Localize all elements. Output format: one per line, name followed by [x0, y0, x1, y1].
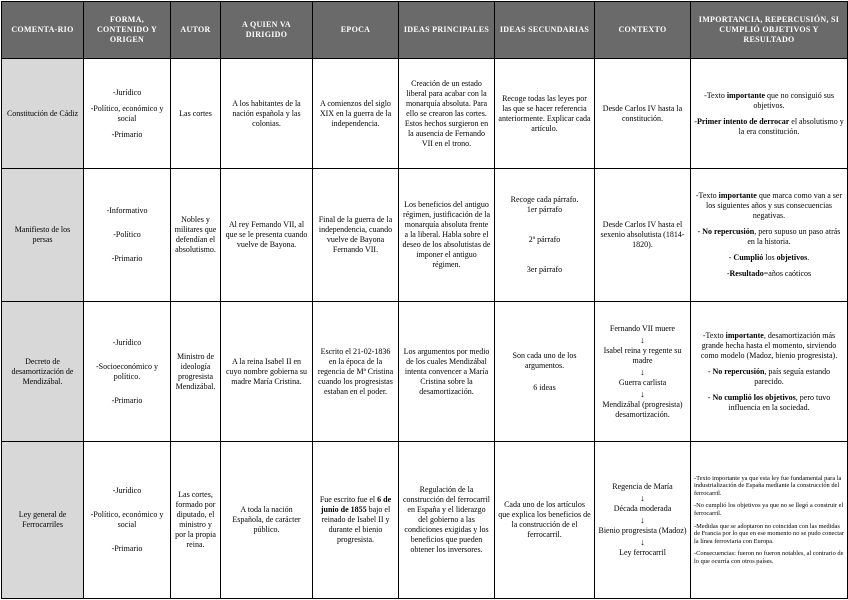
comment-table — [1, 1, 848, 599]
forma-item: -Político, económico y social — [90, 103, 164, 123]
importancia-cell — [691, 442, 848, 599]
ideas-secundarias-item: 6 ideas — [533, 382, 556, 392]
forma-cell — [84, 59, 171, 169]
ideas-secundarias-cell — [495, 302, 595, 442]
arrow-down-icon: ↓ — [640, 388, 645, 399]
importancia-item: -No cumplió los objetivos ya que no se llegó a construir el ferrocarril. — [694, 502, 844, 517]
contexto-flow — [598, 482, 687, 558]
importancia-item: -Texto importante ya que esta ley fue fundamental para la industrialización de España mediante la construcción del ferrocarril. — [694, 474, 842, 497]
forma-item: -Jurídico — [112, 486, 142, 495]
header-row — [2, 2, 848, 59]
importancia-item: - Cumplió los objetivos. — [728, 253, 810, 262]
header-contexto: CONTEXTO — [595, 2, 691, 59]
header-ideas-secundarias: IDEAS SECUNDARIAS — [495, 2, 595, 59]
importancia-cell — [691, 59, 848, 169]
contexto-cell: Desde Carlos IV hasta la constitución. — [595, 59, 691, 169]
row-title: Decreto de desamortización de Mendizábal. — [2, 302, 84, 442]
contexto-step: Regencia de María — [612, 482, 673, 491]
header-comentario: COMENTA-RIO — [2, 2, 84, 59]
forma-item: -Jurídico — [112, 87, 142, 97]
forma-cell — [84, 302, 171, 442]
importancia-item: - No cumplió los objetivos, pero tuvo influencia en la sociedad. — [707, 392, 831, 412]
forma-item: -Primario — [111, 544, 143, 553]
forma-item: -Político — [113, 230, 141, 239]
epoca-cell: Final de la guerra de la independencia, cuando vuelve de Bayona Fernando VII. — [313, 169, 399, 302]
contexto-cell: Desde Carlos IV hasta el sexenio absolutista (1814-1820). — [595, 169, 691, 302]
forma-item: -Informativo — [106, 206, 148, 215]
ideas-principales-cell: Creación de un estado liberal para acabar con la monarquía absoluta. Para ello se crearon las cortes. Estos hechos surgieron en la ausencia de Fernando VII en el trono. — [399, 59, 495, 169]
ideas-secundarias-item: 3er párrafo — [526, 265, 563, 274]
dirigido-cell: A la reina Isabel II en cuyo nombre gobierna su madre María Cristina. — [221, 302, 313, 442]
arrow-down-icon: ↓ — [640, 493, 645, 503]
epoca-cell: Fue escrito fue el 6 de junio de 1855 bajo el reinado de Isabel II y durante el bienio progresista. — [313, 442, 399, 599]
ideas-secundarias-item: 1er párrafo — [526, 205, 563, 214]
forma-cell — [84, 169, 171, 302]
dirigido-cell: Al rey Fernando VII, al que se le presenta cuando vuelve de Bayona. — [221, 169, 313, 302]
table-row — [2, 169, 848, 302]
forma-item: -Jurídico — [112, 337, 142, 347]
contexto-step: Isabel reina y regente su madre — [603, 345, 682, 365]
ideas-principales-cell: Los beneficios del antiguo régimen, justificación de la monarquía absoluta frente a la liberal. Habla sobre el deseo de los absolutistas de imponer el antiguo régimen. — [399, 169, 495, 302]
importancia-item: -Resultado=años caóticos — [726, 269, 812, 278]
arrow-down-icon: ↓ — [640, 334, 645, 345]
importancia-cell — [691, 302, 848, 442]
ideas-secundarias-cell — [495, 169, 595, 302]
importancia-item: -Medidas que se adoptaron no coincidan con las medidas de Francia por lo que en ese momento no se pudo conectar la línea ferroviaria con Europa. — [694, 522, 844, 545]
contexto-step: Mendizábal (progresista) desamortización. — [602, 399, 683, 419]
ideas-secundarias-item: 2º párrafo — [528, 235, 561, 244]
ideas-secundarias-item: Son cada uno de los argumentos. — [512, 350, 577, 370]
ideas-principales-cell: Los argumentos por medio de los cuales Mendizábal intenta convencer a María Cristina sobre la desamortización. — [399, 302, 495, 442]
importancia-item: -Texto importante, desamortización más grande hecha hasta el momento, sirviendo como modelo (Madoz, bienio progresista). — [700, 330, 838, 360]
autor-cell: Nobles y militares que defendían el absolutismo. — [171, 169, 221, 302]
contexto-step: Guerra carlista — [618, 377, 667, 387]
contexto-step: Década moderada — [613, 504, 672, 513]
ideas-secundarias-item: Recoge cada párrafo. — [510, 195, 579, 204]
forma-item: -Primario — [111, 395, 143, 405]
autor-cell: Ministro de ideología progresista Mendizábal. — [171, 302, 221, 442]
arrow-down-icon: ↓ — [640, 537, 645, 547]
contexto-step: Fernando VII muere — [609, 323, 676, 333]
forma-item: -Primario — [111, 254, 143, 263]
contexto-cell — [595, 442, 691, 599]
header-importancia: IMPORTANCIA, REPERCUSIÓN, SI CUMPLIÓ OBJETIVOS Y RESULTADO — [691, 2, 848, 59]
arrow-down-icon: ↓ — [640, 515, 645, 525]
autor-cell: Las cortes, formado por diputado, el ministro y por la propia reina. — [171, 442, 221, 599]
importancia-item: -Texto importante que marca como van a ser los siguientes años y sus consecuencias negativas. — [695, 191, 843, 220]
contexto-step: Ley ferrocarril — [619, 548, 666, 557]
header-dirigido: A QUIEN VA DIRIGIDO — [221, 2, 313, 59]
importancia-item: -Consecuencias: fueron no fueron notables, al contrario de lo que ocurría con otros países. — [694, 550, 844, 565]
header-ideas-principales: IDEAS PRINCIPALES — [399, 2, 495, 59]
ideas-secundarias-cell: Cada uno de los artículos que explica los beneficios de la construcción de el ferrocarril. — [495, 442, 595, 599]
row-title: Constitución de Cádiz — [2, 59, 84, 169]
arrow-down-icon: ↓ — [640, 366, 645, 377]
forma-item: -Socioeconómico y político. — [96, 361, 158, 381]
row-title: Ley general de Ferrocarriles — [2, 442, 84, 599]
table-row — [2, 302, 848, 442]
importancia-item: -Primer intento de derrocar el absolutismo y la era constitución. — [694, 116, 844, 136]
ideas-secundarias-cell: Recoge todas las leyes por las que se hacer referencia anteriormente. Explicar cada artículo. — [495, 59, 595, 169]
epoca-cell: Escrito el 21-02-1836 en la época de la regencia de Mª Cristina cuando los progresistas estaban en el poder. — [313, 302, 399, 442]
contexto-cell — [595, 302, 691, 442]
epoca-cell: A comienzos del siglo XIX en la guerra de la independencia. — [313, 59, 399, 169]
importancia-item: -Texto importante que no consiguió sus objetivos. — [704, 90, 834, 110]
dirigido-cell: A los habitantes de la nación española y las colonias. — [221, 59, 313, 169]
table-row — [2, 442, 848, 599]
forma-item: -Político, económico y social — [90, 510, 164, 529]
importancia-item: - No repercusión, pero supuso un paso atrás en la historia. — [697, 227, 841, 246]
row-title: Manifiesto de los persas — [2, 169, 84, 302]
importancia-cell — [691, 169, 848, 302]
header-autor: AUTOR — [171, 2, 221, 59]
contexto-flow — [598, 324, 687, 420]
header-forma: FORMA, CONTENIDO Y ORIGEN — [84, 2, 171, 59]
contexto-step: Bienio progresista (Madoz) — [598, 526, 687, 535]
table-row — [2, 59, 848, 169]
dirigido-cell: A toda la nación Española, de carácter público. — [221, 442, 313, 599]
autor-cell: Las cortes — [171, 59, 221, 169]
forma-cell — [84, 442, 171, 599]
header-epoca: EPOCA — [313, 2, 399, 59]
forma-item: -Primario — [111, 129, 143, 139]
ideas-principales-cell: Regulación de la construcción del ferrocarril en España y el liderazgo del gobierno a las condiciones exigidas y los beneficios que pueden obtener los inversores. — [399, 442, 495, 599]
importancia-item: - No repercusión, país seguía estando parecido. — [707, 366, 831, 386]
